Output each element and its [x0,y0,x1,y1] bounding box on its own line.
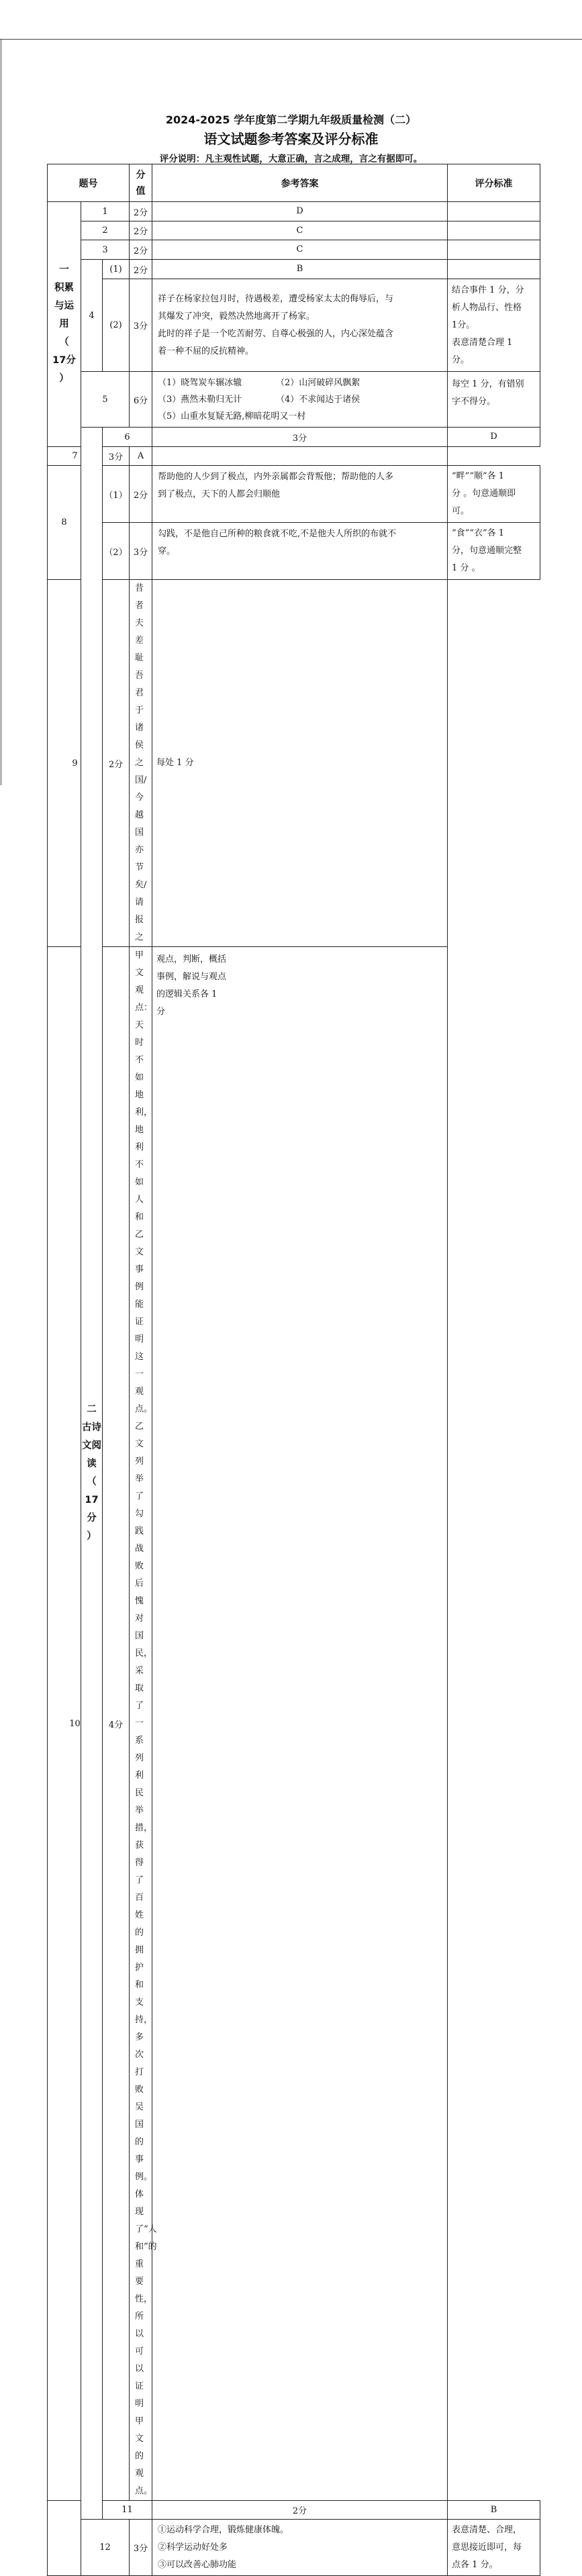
question-score: 3分 [130,523,152,580]
poem-blank: （2）山河破碎风飘絮 [276,377,360,388]
criteria-line: 事例，解说与观点 [156,972,227,982]
header-question-number: 题号 [48,164,130,202]
question-criteria [448,372,540,428]
header-criteria: 评分标准 [448,164,540,202]
criteria-line: 分，句意通顺完整 [452,546,522,556]
criteria-line: 表意清楚、合理， [452,2524,522,2535]
question-answer: C [152,221,448,240]
criteria-line: 析人物品行、性格 [452,302,522,313]
answer-line: ③可以改善心肺功能 [158,2559,237,2570]
answer-line: ②科学运动好处多 [158,2542,228,2553]
question-score: 2分 [130,260,152,279]
section-text: 文阅 [82,1440,101,1451]
poem-blank: （5）山重水复疑无路,柳暗花明又一村 [158,411,306,422]
question-score: 2分 [130,202,152,221]
table-row [48,372,540,428]
question-answer: A [130,447,152,466]
section-text: （ [59,336,69,348]
section-text: （ [87,1477,97,1487]
poem-blank: （1）晓驾炭车辗冰辙 [158,377,242,388]
question-criteria [448,523,540,580]
table-row [48,523,540,580]
question-criteria [448,279,540,372]
question-number: 10 [48,947,103,2501]
table-row [48,240,540,260]
answer-line [158,408,442,425]
answer-table [47,164,540,2576]
question-score: 3分 [103,447,130,466]
question-number: 3 [81,240,130,260]
criteria-line: 1分。 [452,319,475,330]
answer-line: 勾践，不是他自己所种的粮食就不吃,不是他夫人所织的布就不 [158,529,397,539]
answer-line: 乙文事例能证明这一观点。 [135,1230,153,1414]
table-row [48,2520,540,2576]
question-score: 3分 [130,2520,152,2576]
page-border-top [0,39,582,40]
poem-blank: （3）燕然未勒归无计 [158,394,242,405]
question-criteria [448,466,540,523]
section-text: 17分 [52,354,76,366]
question-number: 7 [48,447,103,466]
question-score: 4分 [103,947,130,2501]
criteria-line: 观点，判断，概括 [156,954,227,964]
question-answer: C [152,240,448,260]
table-row [48,221,540,240]
question-criteria [448,240,540,260]
answer-line: 其爆发了冲突，毅然决然地离开了杨家。 [158,311,316,321]
question-number: 9 [48,580,103,947]
answer-line [158,391,442,408]
question-number: 8 [48,466,81,580]
section-text: ） [87,1531,97,1542]
table-row [48,2501,540,2520]
question-number: 11 [103,2501,152,2520]
answer-line: 祥子在杨家拉包月时，待遇极差，遭受杨家太太的侮辱后，与 [158,293,394,304]
sub-question-number: （1） [103,466,130,523]
table-row [48,260,540,279]
question-answer [152,523,448,580]
criteria-line: 点各 1 分。 [452,2559,498,2570]
grading-note: 评分说明：凡主观性试题，大意正确，言之成理，言之有据即可。 [159,154,423,164]
answer-line: 乙文列举了勾践战败后愧对国民，采取了一系列利民举措，获 [135,1422,153,1850]
question-criteria [152,447,448,466]
question-score: 6分 [130,372,152,428]
answer-line: 体现了“人和”的重要性，所以可以证明甲文的观点。 [135,2189,157,2496]
table-row [48,428,540,447]
criteria-line: 分 。句意通顺即 [452,489,516,499]
table-row [48,447,540,466]
question-answer: D [448,428,540,447]
table-row [48,202,540,221]
answer-line [158,375,442,391]
section-text: ） [59,373,69,384]
table-header-row [48,164,540,202]
question-number: 12 [81,2520,130,2576]
criteria-line: 结合事件 1 分，分 [452,285,524,295]
question-answer [152,372,448,428]
table-row [48,466,540,523]
table-row [48,947,540,2501]
section-text: 二 [87,1404,97,1415]
question-criteria [448,221,540,240]
section-text: 一 [59,264,69,275]
question-number: 6 [103,428,152,447]
question-criteria [448,202,540,221]
question-score: 2分 [103,580,130,947]
question-criteria [152,947,448,2501]
answer-line: 得了百姓的拥护和支持，多次打败吴国的事例。 [135,1858,153,2182]
header-answer: 参考答案 [152,164,448,202]
question-score: 2分 [152,2501,448,2520]
table-row [48,279,540,372]
question-number: 2 [81,221,130,240]
question-answer: D [152,202,448,221]
section-three-label [48,2501,81,2576]
question-number: 5 [81,372,130,428]
sub-question-number: (2) [103,279,130,372]
answer-line: 到了极点，天下的人都会归顺他 [158,489,281,499]
answer-line: ①运动科学合理，锻炼健康体魄。 [158,2524,289,2535]
answer-line: 此时的祥子是一个吃苦耐劳、自尊心极强的人，内心深处蕴含 [158,328,394,339]
criteria-line: 分。 [452,354,470,365]
question-number: 1 [81,202,130,221]
question-criteria [448,2520,540,2576]
sub-question-number: （2） [103,523,130,580]
answer-line: 甲文观点：天时不如地利，地利不如人和 [135,950,153,1222]
criteria-line: 的逻辑关系各 1 [156,989,217,999]
poem-blank: （4）不求闻达于诸侯 [276,394,360,405]
question-score: 2分 [130,240,152,260]
criteria-line: 每空 1 分，有错别 [452,379,524,389]
table-row [48,580,540,947]
question-score: 3分 [130,279,152,372]
question-score: 3分 [152,428,448,447]
criteria-line: 可。 [452,506,470,516]
question-answer [152,2520,448,2576]
criteria-line: “畔”“顺”各 1 [452,471,505,481]
answer-line: 帮助他的人少到了极点，内外亲属都会背叛他；帮助他的人多 [158,472,394,482]
criteria-line: 分 [156,1007,166,1017]
section-text: 与运 [54,300,74,311]
section-one-label [48,202,81,447]
question-answer: B [448,2501,540,2520]
question-answer [152,279,448,372]
document-subtitle: 语文试题参考答案及评分标准 [203,131,379,147]
question-criteria [448,260,540,279]
header-score-char2: 值 [136,185,146,197]
header-score-char1: 分 [136,169,146,181]
question-answer [152,466,448,523]
criteria-line: 字不得分。 [452,397,496,407]
question-score: 2分 [130,466,152,523]
answer-line: 穿。 [158,546,176,556]
section-text: 读 [87,1458,97,1469]
criteria-line: 1 分 。 [452,563,481,573]
question-score: 2分 [130,221,152,240]
section-text: 用 [59,318,69,330]
section-text: 古诗 [82,1422,101,1433]
answer-line: 着一种不屈的反抗精神。 [158,346,254,356]
criteria-line: “食”“衣”各 1 [452,528,505,538]
question-answer: B [152,260,448,279]
question-number: 4 [81,260,103,372]
header-score [130,164,152,202]
question-criteria: 每处 1 分 [152,580,448,947]
section-text: 17分 [85,1495,99,1524]
section-text: 积累 [54,282,74,293]
question-answer: 昔者夫差耻吾君于诸侯之国/今越国亦节矣/请报之 [130,580,152,947]
criteria-line: 意思接近即可，每 [452,2542,522,2553]
sub-question-number: (1) [103,260,130,279]
document-title: 2024-2025 学年度第二学期九年级质量检测（二） [165,113,417,126]
question-answer [130,947,157,2501]
criteria-line: 表意清楚合理 1 [452,337,513,348]
